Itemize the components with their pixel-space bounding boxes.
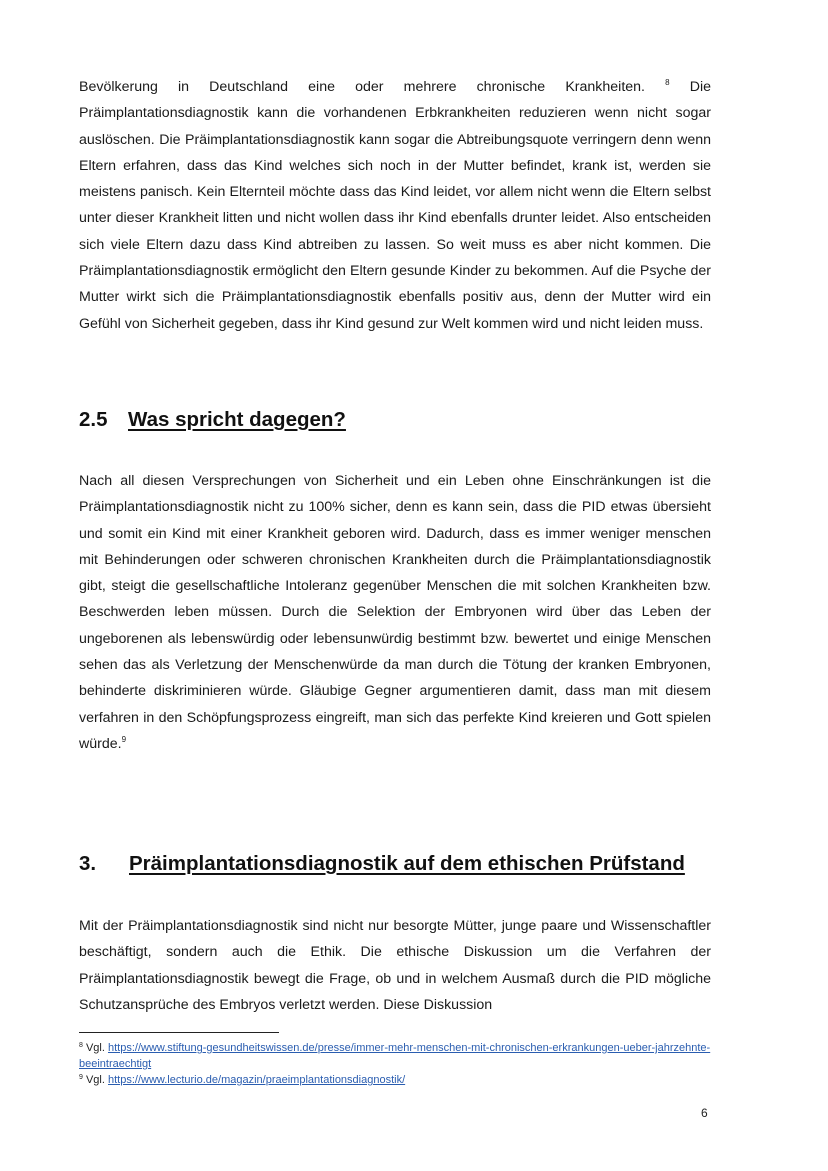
footnote-prefix: Vgl.	[82, 1074, 108, 1086]
footnote-link[interactable]: https://www.lecturio.de/magazin/praeimplantationsdiagnostik/	[107, 1074, 406, 1086]
body-paragraph	[79, 74, 711, 337]
footnote-link[interactable]: https://www.stiftung-gesundheitswissen.de/presse/immer-mehr-menschen-mit-chronischen-erkrankungen-ueber-jahrzehnte-beeintraechtigt	[79, 1042, 711, 1070]
footnote-mark: 9	[79, 1074, 83, 1081]
paragraph-text: Bevölkerung in Deutschland eine oder mehrere chronische Krankheiten.	[79, 79, 645, 95]
chapter-number: 3.	[79, 852, 97, 875]
footnote-prefix: Vgl.	[82, 1042, 108, 1054]
footnote-separator	[79, 1032, 279, 1033]
section-title: Was spricht dagegen?	[128, 408, 346, 431]
section-number: 2.5	[79, 408, 108, 431]
footnote-mark: 8	[79, 1042, 83, 1049]
chapter-title: Präimplantationsdiagnostik auf dem ethischen Prüfstand	[129, 852, 685, 875]
body-paragraph	[79, 468, 711, 757]
footnote-reference[interactable]: 9	[121, 734, 127, 744]
paragraph-text: Nach all diesen Versprechungen von Sicherheit und ein Leben ohne Einschränkungen ist die Präimplantationsdiagnostik nicht zu 100% sicher, denn es kann sein, dass die PID etwas übersieht und somit ein Kind mit einer Krankheit geboren wird. Dadurch, dass es immer weniger menschen mit Behinderungen oder schweren chronischen Krankheiten durch die Präimplantationsdiagnostik gibt, steigt die gesellschaftliche Intoleranz gegenüber Menschen die mit solchen Krankheiten bzw. Beschwerden leben müssen. Durch die Selektion der Embryonen wird über das Leben der ungeborenen als lebenswürdig oder lebensunwürdig bestimmt bzw. bewertet und einige Menschen sehen das als Verletzung der Menschenwürde da man durch die Tötung der kranken Embryonen, behinderte diskriminieren würde. Gläubige Gegner argumentieren damit, dass man mit diesem verfahren in den Schöpfungsprozess eingreift, man sich das perfekte Kind kreieren und Gott spielen würde.	[79, 473, 711, 752]
section-heading	[79, 408, 346, 432]
footnote-9	[79, 1072, 719, 1088]
footnote-8	[79, 1040, 719, 1072]
footnotes	[79, 1040, 719, 1088]
chapter-heading	[79, 852, 685, 876]
body-paragraph: Mit der Präimplantationsdiagnostik sind nicht nur besorgte Mütter, junge paare und Wissenschaftler beschäftigt, sondern auch die Ethik. Die ethische Diskussion um die Verfahren der Präimplantationsdiagnostik bewegt die Frage, ob und in welchem Ausmaß durch die PID mögliche Schutzansprüche des Embryos verletzt werden. Diese Diskussion	[79, 918, 711, 1013]
paragraph-text: Die Präimplantationsdiagnostik kann die vorhandenen Erbkrankheiten reduzieren wenn nicht sogar auslöschen. Die Präimplantationsdiagnostik kann sogar die Abtreibungsquote verringern denn wenn Eltern erfahren, dass das Kind welches sich noch in der Mutter befindet, krank ist, werden sie meistens panisch. Kein Elternteil möchte dass das Kind leidet, vor allem nicht wenn die Eltern selbst unter dieser Krankheit litten und nicht wollen dass ihr Kind ebenfalls drunter leidet. Also entscheiden sich viele Eltern dazu dass Kind abtreiben zu lassen. So weit muss es aber nicht kommen. Die Präimplantationsdiagnostik ermöglicht den Eltern gesunde Kinder zu bekommen. Auf die Psyche der Mutter wirkt sich die Präimplantationsdiagnostik ebenfalls positiv aus, denn der Mutter wird ein Gefühl von Sicherheit gegeben, dass ihr Kind gesund zur Welt kommen wird und nicht leiden muss.	[79, 79, 711, 332]
page-number: 6	[701, 1106, 708, 1120]
footnote-reference[interactable]: 8	[665, 78, 670, 87]
